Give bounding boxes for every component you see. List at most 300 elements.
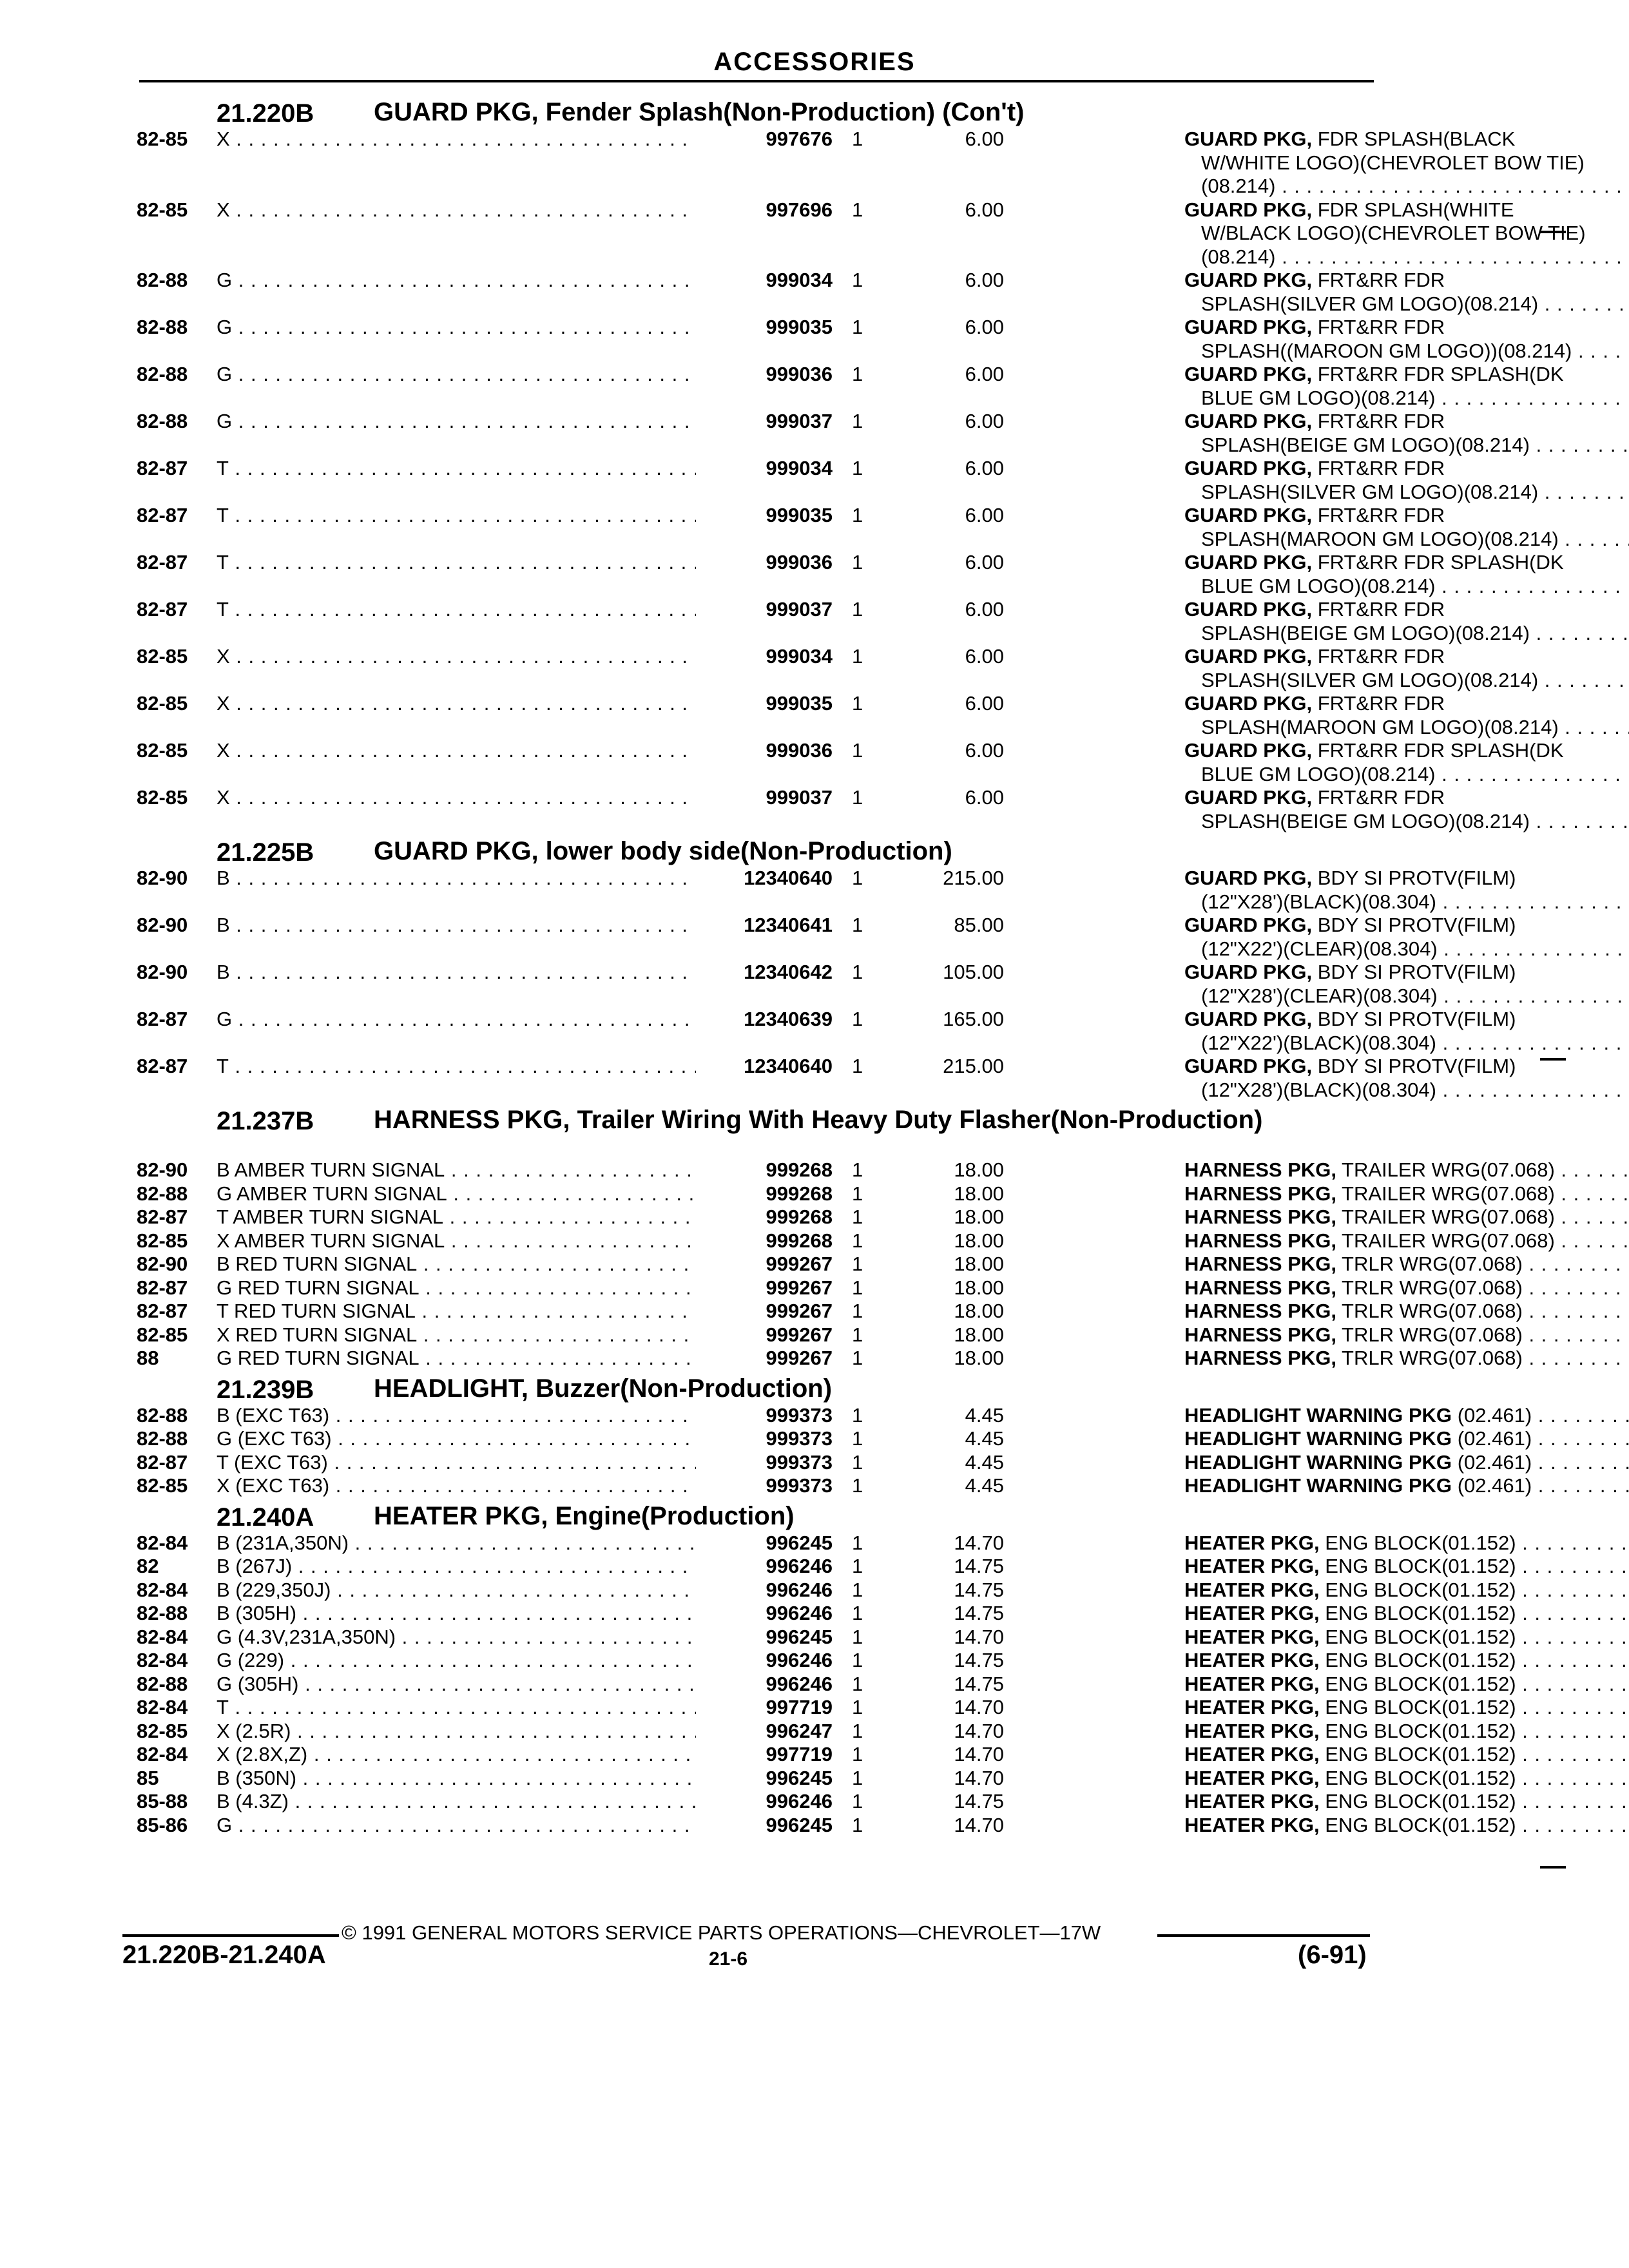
description-text: TRLR WRG(07.068) <box>1342 1253 1523 1275</box>
description-line <box>1184 316 1629 340</box>
model-years: 82-90 <box>137 867 188 889</box>
description-line <box>1184 692 1629 716</box>
list-price: 105.00 <box>943 961 1004 983</box>
description-keyword: HEATER PKG, <box>1184 1602 1320 1624</box>
part-row <box>137 739 1564 786</box>
list-price: 165.00 <box>943 1008 1004 1030</box>
copyright-notice: © 1991 GENERAL MOTORS SERVICE PARTS OPERATIONS—CHEVROLET—17W <box>342 1921 1101 1944</box>
description-text: (02.461) <box>1457 1474 1532 1497</box>
model-years: 82-85 <box>137 1229 188 1252</box>
description-text: FRT&RR FDR <box>1317 457 1445 479</box>
description-text: SPLASH(BEIGE GM LOGO)(08.214) <box>1201 621 1530 644</box>
description-line <box>1184 890 1629 914</box>
part-number: 996245 <box>766 1813 833 1836</box>
model-years: 82-85 <box>137 786 188 809</box>
description-line <box>1184 1696 1629 1720</box>
description-line <box>1184 1673 1629 1696</box>
description-text: (02.461) <box>1457 1403 1532 1427</box>
description-text: BDY SI PROTV(FILM) <box>1317 867 1516 889</box>
model-years: 82-85 <box>137 1474 188 1497</box>
part-number: 999037 <box>766 786 833 809</box>
description-line <box>1184 1720 1629 1744</box>
model-code: G AMBER TURN SIGNAL . . . <box>217 1182 696 1206</box>
footer-page-number: 21-6 <box>708 1948 748 1970</box>
part-row <box>137 1602 1516 1626</box>
model-code: G . . . <box>217 363 696 387</box>
part-row <box>137 1253 1523 1276</box>
part-description <box>1184 316 1629 363</box>
section-title: HARNESS PKG, Trailer Wiring With Heavy Duty Flasher(Non-Production) <box>374 1106 1263 1134</box>
description-line <box>1184 551 1629 575</box>
description-line <box>1184 1626 1629 1649</box>
description-keyword: HARNESS PKG, <box>1184 1300 1336 1322</box>
description-text: (08.214) <box>1201 175 1276 197</box>
section-heading <box>137 1373 1380 1404</box>
description-line <box>1184 1253 1629 1276</box>
part-number: 996246 <box>766 1555 833 1577</box>
model-years: 85-88 <box>137 1790 188 1812</box>
margin-mark <box>1540 231 1566 233</box>
description-text: (08.214) <box>1201 245 1276 268</box>
quantity: 1 <box>852 1719 863 1742</box>
description-keyword: GUARD PKG, <box>1184 457 1313 479</box>
description-text: ENG BLOCK(01.152) <box>1325 1790 1516 1812</box>
list-price: 6.00 <box>965 363 1004 385</box>
model-code: B RED TURN SIGNAL . . . <box>217 1253 696 1276</box>
model-years: 82-84 <box>137 1743 188 1765</box>
model-years: 82-84 <box>137 1649 188 1671</box>
list-price: 18.00 <box>954 1276 1004 1299</box>
description-keyword: GUARD PKG, <box>1184 198 1313 221</box>
part-description <box>1184 363 1629 410</box>
part-row <box>137 914 1516 961</box>
header-rule <box>139 80 1374 82</box>
part-number: 997719 <box>766 1743 833 1765</box>
description-text: ENG BLOCK(01.152) <box>1325 1625 1516 1648</box>
quantity: 1 <box>852 1008 863 1030</box>
description-keyword: HEADLIGHT WARNING PKG <box>1184 1403 1452 1427</box>
list-price: 4.45 <box>965 1474 1004 1497</box>
model-years: 82-88 <box>137 1182 188 1205</box>
quantity: 1 <box>852 269 863 291</box>
description-line <box>1184 1602 1629 1626</box>
description-text: SPLASH(BEIGE GM LOGO)(08.214) <box>1201 809 1530 832</box>
model-years: 82-88 <box>137 1427 188 1450</box>
list-price: 6.00 <box>965 410 1004 432</box>
description-line <box>1184 340 1629 363</box>
part-number: 999034 <box>766 457 833 479</box>
description-text: (12"X22')(BLACK)(08.304) <box>1201 1031 1436 1054</box>
list-price: 6.00 <box>965 269 1004 291</box>
model-years: 82-85 <box>137 128 188 150</box>
part-description <box>1184 961 1629 1008</box>
quantity: 1 <box>852 914 863 936</box>
description-line <box>1184 937 1629 961</box>
part-row <box>137 1229 1555 1253</box>
model-years: 82-85 <box>137 739 188 762</box>
part-number: 999035 <box>766 316 833 338</box>
quantity: 1 <box>852 1403 863 1427</box>
section-title: GUARD PKG, lower body side(Non-Production) <box>374 837 952 865</box>
description-keyword: HARNESS PKG, <box>1184 1158 1336 1181</box>
part-description <box>1184 1276 1629 1300</box>
model-code: G RED TURN SIGNAL . . . <box>217 1347 696 1370</box>
quantity: 1 <box>852 645 863 668</box>
description-text: SPLASH(SILVER GM LOGO)(08.214) <box>1201 292 1539 315</box>
model-code: X . . . <box>217 692 696 716</box>
model-code: B (267J) . . . <box>217 1555 696 1579</box>
quantity: 1 <box>852 692 863 715</box>
part-description <box>1184 1673 1629 1696</box>
list-price: 4.45 <box>965 1403 1004 1427</box>
quantity: 1 <box>852 598 863 620</box>
model-code: G . . . <box>217 269 696 293</box>
part-row <box>137 1474 1532 1498</box>
part-description <box>1184 1626 1629 1649</box>
section-title: HEADLIGHT, Buzzer(Non-Production) <box>374 1374 833 1403</box>
description-line <box>1184 810 1629 834</box>
list-price: 6.00 <box>965 457 1004 479</box>
quantity: 1 <box>852 1743 863 1765</box>
part-description <box>1184 198 1629 269</box>
part-number: 997676 <box>766 128 833 150</box>
model-code: X RED TURN SIGNAL . . . <box>217 1323 696 1347</box>
description-text: FDR SPLASH(BLACK <box>1317 128 1516 150</box>
part-row <box>137 1276 1523 1300</box>
description-text: FRT&RR FDR SPLASH(DK <box>1317 363 1564 385</box>
list-price: 18.00 <box>954 1158 1004 1181</box>
description-keyword: GUARD PKG, <box>1184 410 1313 432</box>
model-code: T . . . <box>217 504 696 528</box>
description-text: (12"X22')(CLEAR)(08.304) <box>1201 937 1438 960</box>
part-row <box>137 1743 1516 1767</box>
part-number: 996245 <box>766 1625 833 1648</box>
part-row <box>137 1649 1516 1673</box>
description-text: ENG BLOCK(01.152) <box>1325 1649 1516 1671</box>
part-description <box>1184 1404 1629 1428</box>
description-text: (12"X28')(CLEAR)(08.304) <box>1201 984 1438 1007</box>
model-years: 85-86 <box>137 1813 188 1836</box>
description-line <box>1184 622 1629 646</box>
description-keyword: GUARD PKG, <box>1184 504 1313 526</box>
list-price: 6.00 <box>965 551 1004 573</box>
model-code: X (2.8X,Z) . . . <box>217 1743 696 1767</box>
model-code: G (EXC T63) . . . <box>217 1427 696 1451</box>
description-text: SPLASH((MAROON GM LOGO))(08.214) <box>1201 339 1572 362</box>
part-description <box>1184 598 1629 645</box>
model-code: B (EXC T63) . . . <box>217 1404 696 1428</box>
part-row <box>137 1182 1555 1206</box>
part-number: 12340641 <box>744 914 833 936</box>
quantity: 1 <box>852 1649 863 1671</box>
part-description <box>1184 1451 1629 1475</box>
model-code: T . . . <box>217 1055 696 1079</box>
part-description <box>1184 645 1629 692</box>
part-number: 996245 <box>766 1531 833 1554</box>
part-description <box>1184 914 1629 961</box>
quantity: 1 <box>852 1555 863 1577</box>
quantity: 1 <box>852 1450 863 1474</box>
quantity: 1 <box>852 961 863 983</box>
model-years: 82-87 <box>137 598 188 620</box>
list-price: 215.00 <box>943 867 1004 889</box>
description-text: BLUE GM LOGO)(08.214) <box>1201 574 1436 597</box>
part-row <box>137 867 1516 914</box>
description-line <box>1184 1182 1629 1206</box>
description-line <box>1184 481 1629 505</box>
description-keyword: GUARD PKG, <box>1184 739 1313 762</box>
part-description <box>1184 1347 1629 1370</box>
description-line <box>1184 1532 1629 1555</box>
model-code: B AMBER TURN SIGNAL . . . <box>217 1158 696 1182</box>
description-text: SPLASH(BEIGE GM LOGO)(08.214) <box>1201 433 1530 456</box>
description-text: BDY SI PROTV(FILM) <box>1317 914 1516 936</box>
part-number: 999036 <box>766 551 833 573</box>
model-code: G . . . <box>217 1814 696 1838</box>
description-line <box>1184 245 1629 269</box>
part-description <box>1184 1474 1629 1498</box>
description-line <box>1184 867 1629 890</box>
model-code: B (229,350J) . . . <box>217 1579 696 1602</box>
part-number: 996246 <box>766 1672 833 1695</box>
description-keyword: HEATER PKG, <box>1184 1719 1320 1742</box>
model-years: 82-90 <box>137 961 188 983</box>
description-keyword: HEATER PKG, <box>1184 1625 1320 1648</box>
part-row <box>137 645 1539 692</box>
description-text: SPLASH(SILVER GM LOGO)(08.214) <box>1201 480 1539 503</box>
part-description <box>1184 1427 1629 1451</box>
part-number: 997696 <box>766 198 833 221</box>
model-years: 82-87 <box>137 1300 188 1322</box>
part-description <box>1184 1532 1629 1555</box>
description-line <box>1184 786 1629 810</box>
quantity: 1 <box>852 1696 863 1718</box>
description-text: FDR SPLASH(WHITE <box>1317 198 1514 221</box>
description-text: ENG BLOCK(01.152) <box>1325 1719 1516 1742</box>
description-keyword: GUARD PKG, <box>1184 598 1313 620</box>
description-text: BDY SI PROTV(FILM) <box>1317 1008 1516 1030</box>
part-description <box>1184 739 1629 786</box>
section-heading <box>137 836 1380 867</box>
model-years: 82-90 <box>137 1158 188 1181</box>
quantity: 1 <box>852 1578 863 1601</box>
quantity: 1 <box>852 316 863 338</box>
description-line <box>1184 1276 1629 1300</box>
description-keyword: GUARD PKG, <box>1184 551 1313 573</box>
description-line <box>1184 1032 1629 1055</box>
description-text: (02.461) <box>1457 1427 1532 1450</box>
part-row <box>137 128 1585 198</box>
model-years: 82-88 <box>137 316 188 338</box>
part-row <box>137 1790 1516 1814</box>
description-text: BDY SI PROTV(FILM) <box>1317 1055 1516 1077</box>
list-price: 6.00 <box>965 128 1004 150</box>
part-description <box>1184 1602 1629 1626</box>
list-price: 4.45 <box>965 1427 1004 1450</box>
quantity: 1 <box>852 198 863 221</box>
description-keyword: GUARD PKG, <box>1184 645 1313 668</box>
model-years: 82-88 <box>137 410 188 432</box>
model-code: G . . . <box>217 316 696 340</box>
part-row <box>137 363 1564 410</box>
description-line <box>1184 716 1629 740</box>
part-number: 996245 <box>766 1766 833 1789</box>
list-price: 6.00 <box>965 598 1004 620</box>
model-years: 82-85 <box>137 1719 188 1742</box>
description-text: SPLASH(MAROON GM LOGO)(08.214) <box>1201 527 1559 550</box>
description-line <box>1184 222 1629 245</box>
description-line <box>1184 1347 1629 1370</box>
description-line <box>1184 1229 1629 1253</box>
description-line <box>1184 175 1629 198</box>
list-price: 14.70 <box>954 1766 1004 1789</box>
model-code: B . . . <box>217 867 696 890</box>
part-number: 996246 <box>766 1578 833 1601</box>
part-number: 999267 <box>766 1276 833 1299</box>
description-text: ENG BLOCK(01.152) <box>1325 1766 1516 1789</box>
model-years: 82-85 <box>137 1323 188 1346</box>
part-description <box>1184 1182 1629 1206</box>
description-keyword: HEADLIGHT WARNING PKG <box>1184 1474 1452 1497</box>
part-number: 999037 <box>766 410 833 432</box>
description-keyword: HEADLIGHT WARNING PKG <box>1184 1450 1452 1474</box>
description-line <box>1184 504 1629 528</box>
list-price: 14.75 <box>954 1602 1004 1624</box>
part-description <box>1184 1649 1629 1673</box>
model-years: 82-84 <box>137 1531 188 1554</box>
description-text: TRAILER WRG(07.068) <box>1342 1182 1555 1205</box>
part-description <box>1184 1555 1629 1579</box>
list-price: 14.75 <box>954 1649 1004 1671</box>
part-row <box>137 961 1516 1008</box>
quantity: 1 <box>852 786 863 809</box>
footer-section-range: 21.220B-21.240A <box>122 1941 326 1969</box>
page-header: ACCESSORIES <box>713 48 916 76</box>
description-line <box>1184 575 1629 599</box>
model-years: 82-88 <box>137 1602 188 1624</box>
description-keyword: GUARD PKG, <box>1184 961 1313 983</box>
model-code: T RED TURN SIGNAL . . . <box>217 1300 696 1323</box>
list-price: 14.70 <box>954 1813 1004 1836</box>
quantity: 1 <box>852 551 863 573</box>
description-line <box>1184 1300 1629 1323</box>
quantity: 1 <box>852 457 863 479</box>
description-keyword: GUARD PKG, <box>1184 269 1313 291</box>
description-line <box>1184 1474 1629 1498</box>
model-years: 82-85 <box>137 198 188 221</box>
model-code: X . . . <box>217 128 696 151</box>
description-line <box>1184 1008 1629 1032</box>
part-row <box>137 1625 1516 1649</box>
list-price: 18.00 <box>954 1323 1004 1346</box>
quantity: 1 <box>852 1229 863 1252</box>
model-years: 82-85 <box>137 645 188 668</box>
list-price: 14.75 <box>954 1578 1004 1601</box>
description-keyword: HARNESS PKG, <box>1184 1229 1336 1252</box>
description-text: BLUE GM LOGO)(08.214) <box>1201 762 1436 785</box>
part-number: 999373 <box>766 1427 833 1450</box>
model-years: 82-88 <box>137 363 188 385</box>
list-price: 18.00 <box>954 1253 1004 1275</box>
model-years: 82-88 <box>137 1672 188 1695</box>
list-price: 18.00 <box>954 1347 1004 1369</box>
description-text: (12"X28')(BLACK)(08.304) <box>1201 1078 1436 1101</box>
model-years: 82-85 <box>137 692 188 715</box>
description-text: FRT&RR FDR <box>1317 269 1445 291</box>
description-text: FRT&RR FDR <box>1317 598 1445 620</box>
part-number: 12340640 <box>744 867 833 889</box>
part-description <box>1184 1206 1629 1229</box>
description-text: FRT&RR FDR <box>1317 645 1445 668</box>
part-row <box>137 1347 1523 1370</box>
description-keyword: HARNESS PKG, <box>1184 1276 1336 1299</box>
description-text: ENG BLOCK(01.152) <box>1325 1696 1516 1718</box>
model-years: 82-90 <box>137 914 188 936</box>
quantity: 1 <box>852 1182 863 1205</box>
part-description <box>1184 786 1629 833</box>
quantity: 1 <box>852 1625 863 1648</box>
model-code: B (4.3Z) . . . <box>217 1790 696 1814</box>
description-keyword: HEATER PKG, <box>1184 1649 1320 1671</box>
part-number: 996246 <box>766 1649 833 1671</box>
part-description <box>1184 1300 1629 1323</box>
section-heading <box>137 97 1380 128</box>
description-keyword: HEATER PKG, <box>1184 1578 1320 1601</box>
description-line <box>1184 1743 1629 1767</box>
part-number: 12340639 <box>744 1008 833 1030</box>
description-text: (12"X28')(BLACK)(08.304) <box>1201 890 1436 913</box>
model-code: G RED TURN SIGNAL . . . <box>217 1276 696 1300</box>
section-number: 21.240A <box>217 1503 314 1532</box>
description-line <box>1184 1404 1629 1428</box>
description-keyword: GUARD PKG, <box>1184 786 1313 809</box>
part-number: 999268 <box>766 1229 833 1252</box>
description-keyword: GUARD PKG, <box>1184 692 1313 715</box>
model-years: 82-87 <box>137 1276 188 1299</box>
description-line <box>1184 528 1629 552</box>
description-keyword: GUARD PKG, <box>1184 1055 1313 1077</box>
part-row <box>137 598 1530 645</box>
list-price: 14.70 <box>954 1743 1004 1765</box>
description-line <box>1184 1158 1629 1182</box>
margin-mark <box>1540 1058 1566 1061</box>
part-number: 999037 <box>766 598 833 620</box>
description-text: TRAILER WRG(07.068) <box>1342 1206 1555 1228</box>
model-code: X AMBER TURN SIGNAL . . . <box>217 1229 696 1253</box>
list-price: 6.00 <box>965 504 1004 526</box>
description-line <box>1184 457 1629 481</box>
model-code: T AMBER TURN SIGNAL . . . <box>217 1206 696 1229</box>
model-code: X . . . <box>217 645 696 669</box>
margin-mark <box>1540 1866 1566 1869</box>
description-keyword: GUARD PKG, <box>1184 1008 1313 1030</box>
part-number: 12340642 <box>744 961 833 983</box>
model-code: G (305H) . . . <box>217 1673 696 1696</box>
description-line <box>1184 1206 1629 1229</box>
description-line <box>1184 985 1629 1008</box>
description-text: SPLASH(SILVER GM LOGO)(08.214) <box>1201 668 1539 691</box>
part-row <box>137 1766 1516 1791</box>
part-number: 997719 <box>766 1696 833 1718</box>
model-code: B . . . <box>217 914 696 937</box>
model-years: 82-84 <box>137 1625 188 1648</box>
part-row <box>137 316 1572 363</box>
description-text: FRT&RR FDR <box>1317 692 1445 715</box>
quantity: 1 <box>852 128 863 150</box>
part-number: 999267 <box>766 1323 833 1346</box>
description-text: BLUE GM LOGO)(08.214) <box>1201 386 1436 409</box>
footer-rule-left <box>122 1934 339 1937</box>
